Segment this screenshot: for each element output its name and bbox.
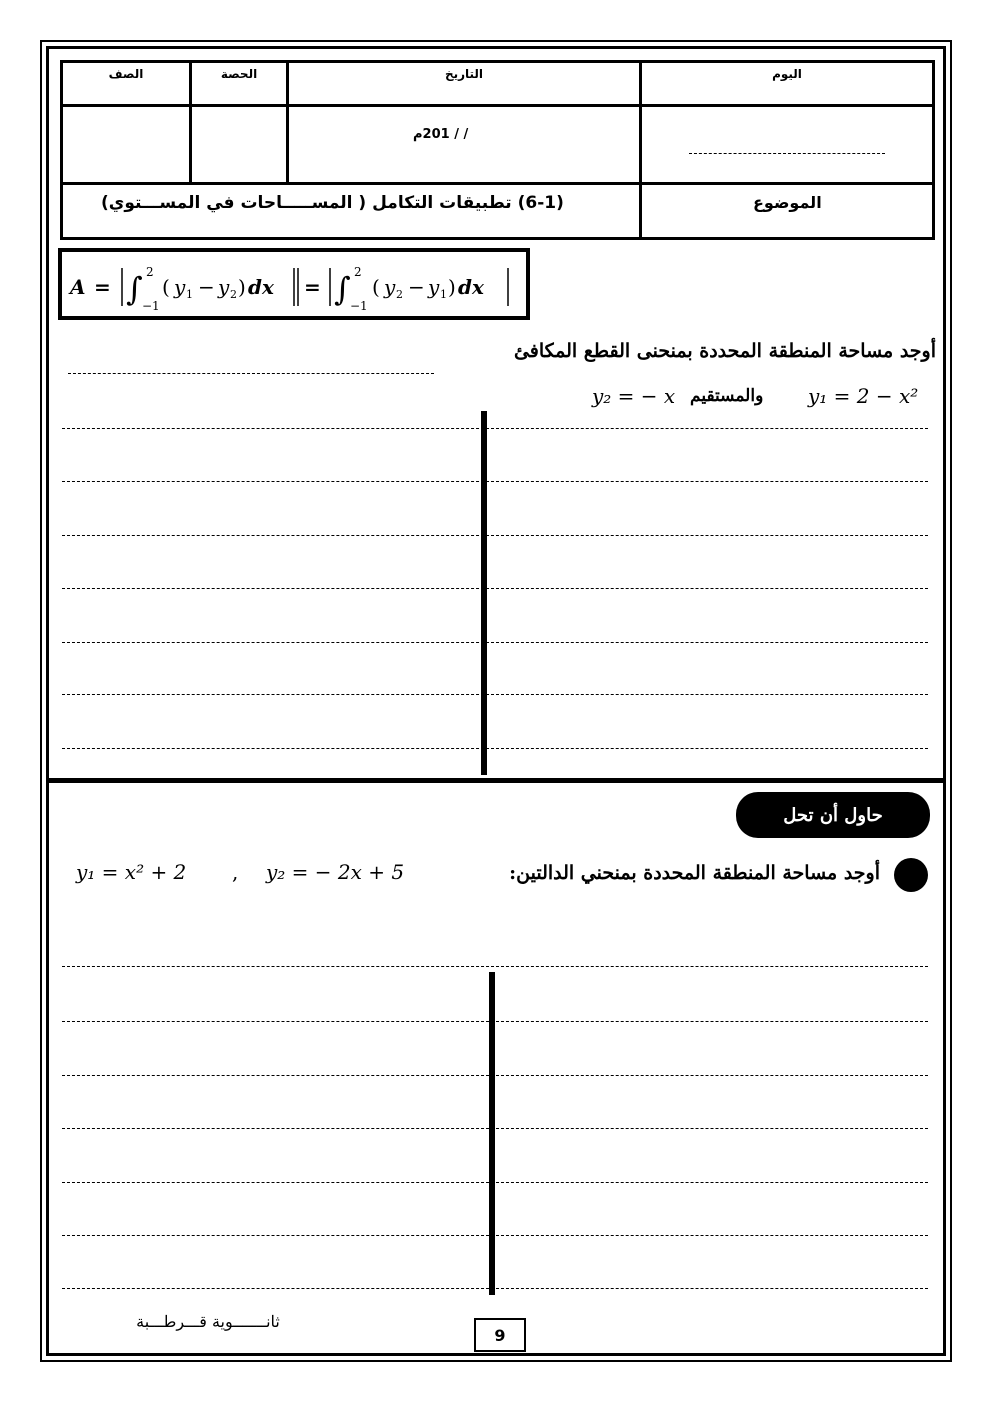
question-1-eq-y1: y₁ = 2 − x² [808, 384, 919, 408]
answer-line[interactable] [62, 481, 928, 482]
svg-text:∫: ∫ [126, 270, 143, 308]
area-formula [62, 252, 526, 316]
try-to-solve-badge: حاول أن تحل [736, 792, 930, 838]
answer-line[interactable] [68, 373, 434, 374]
svg-text:): ) [448, 275, 456, 299]
answer-line[interactable] [62, 588, 928, 589]
svg-text:2: 2 [396, 288, 403, 301]
question-2-eq-y1: y₁ = x² + 2 [76, 860, 187, 884]
answer-line[interactable] [62, 642, 928, 643]
svg-text:2: 2 [354, 265, 362, 279]
class-label: الصف [108, 67, 144, 81]
svg-text:1: 1 [440, 288, 447, 301]
question-1-eq-y2: y₂ = − x [592, 384, 676, 408]
answer-line[interactable] [62, 966, 928, 967]
question-1-connector: والمستقيم [690, 386, 764, 406]
period-label: الحصة [220, 67, 258, 81]
svg-text:y: y [174, 275, 186, 299]
svg-text:y: y [428, 275, 440, 299]
svg-text:dx: dx [248, 275, 274, 299]
question-2-text: أوجد مساحة المنطقة المحددة بمنحني الدالتين: [509, 862, 880, 884]
svg-text:1: 1 [186, 288, 193, 301]
question-1-text: أوجد مساحة المنطقة المحددة بمنحنى القطع المكافئ [513, 340, 936, 362]
formula-lower-limit: −1 [142, 299, 160, 313]
svg-text:dx: dx [458, 275, 484, 299]
answer-column-divider [481, 411, 487, 775]
formula-upper-limit: 2 [146, 265, 154, 279]
answer-line[interactable] [62, 694, 928, 695]
svg-text:y: y [384, 275, 396, 299]
svg-text:−: − [198, 275, 215, 299]
answer-line[interactable] [62, 748, 928, 749]
answer-line[interactable] [62, 1021, 928, 1022]
question-2-eq-y2: y₂ = − 2x + 5 [266, 860, 405, 884]
date-value: / / 201م [413, 127, 469, 142]
svg-text:(: ( [372, 275, 380, 299]
svg-text:−1: −1 [350, 299, 368, 313]
question-2-separator: , [232, 860, 239, 884]
svg-text:2: 2 [230, 288, 237, 301]
svg-text:=: = [304, 275, 321, 299]
answer-line[interactable] [62, 428, 928, 429]
answer-column-divider [489, 972, 495, 1295]
school-name: ثانـــــــوية قـــرطـــبة [136, 1312, 280, 1331]
header-row-line [63, 104, 932, 107]
bullet-icon [894, 858, 928, 892]
day-label: اليوم [772, 67, 802, 81]
answer-line[interactable] [62, 1182, 928, 1183]
section-divider [46, 778, 946, 783]
svg-text:y: y [218, 275, 230, 299]
header-divider [286, 63, 289, 183]
header-row-line [63, 182, 932, 185]
subject-label: الموضوع [753, 193, 822, 212]
svg-text:(: ( [162, 275, 170, 299]
answer-line[interactable] [62, 1288, 928, 1289]
svg-text:∫: ∫ [334, 270, 351, 308]
svg-text:A: A [70, 275, 86, 299]
svg-text:): ) [238, 275, 246, 299]
answer-line[interactable] [62, 1128, 928, 1129]
header-divider [639, 63, 642, 240]
answer-line[interactable] [62, 535, 928, 536]
answer-line[interactable] [62, 1235, 928, 1236]
svg-text:=: = [94, 275, 111, 299]
subject-title: (6-1) تطبيقات التكامل ( المســـــاحات في المســـتوي) [101, 193, 564, 213]
day-input-line[interactable] [689, 153, 885, 154]
header-table [60, 60, 935, 240]
area-formula-box [58, 248, 530, 320]
page-number: 9 [474, 1318, 526, 1352]
page-inner-frame [46, 46, 946, 1356]
answer-line[interactable] [62, 1075, 928, 1076]
header-divider [189, 63, 192, 183]
svg-text:−: − [408, 275, 425, 299]
date-label: التاريخ [444, 67, 484, 81]
